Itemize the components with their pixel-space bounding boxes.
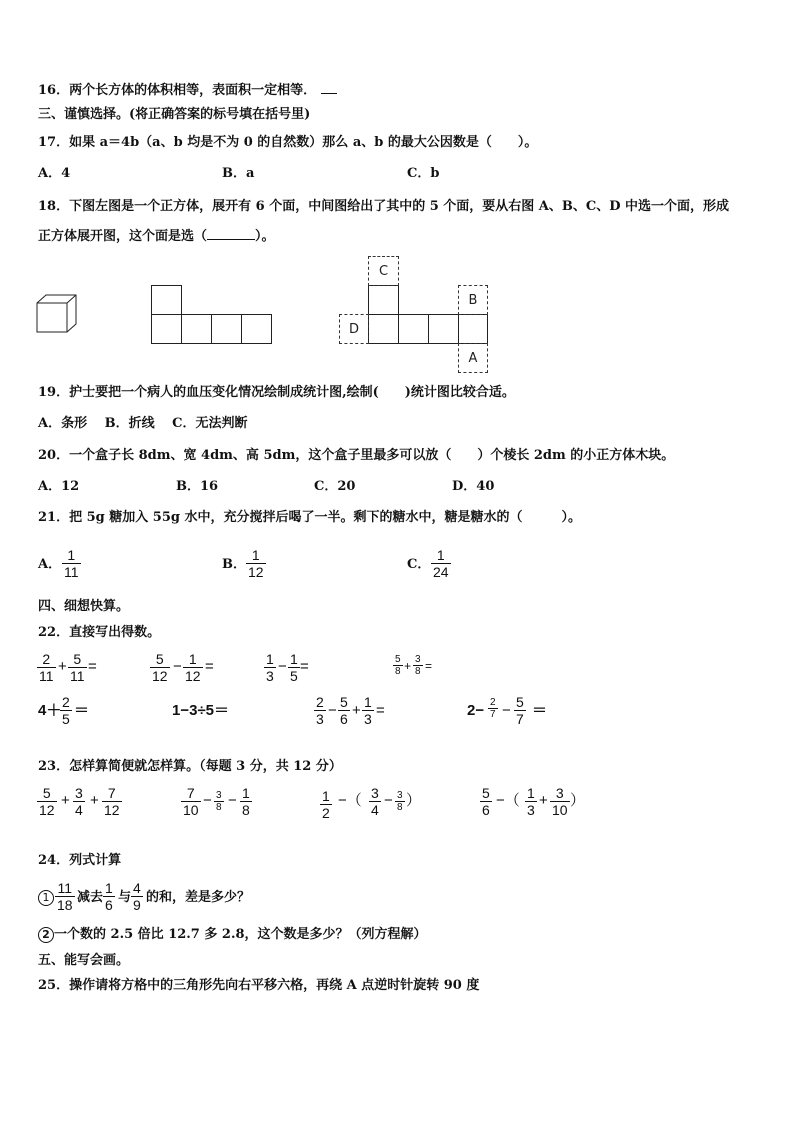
face-a: A — [458, 343, 488, 373]
q23-title: 23．怎样算简便就怎样算。（每题 3 分，共 12 分） — [38, 759, 342, 774]
q22-expr-6: 1−3÷5＝ — [172, 702, 230, 719]
q17-text: 17．如果 a＝4b（a、b 均是不为 0 的自然数）那么 a、b 的最大公因数是（ ）。 — [38, 135, 538, 150]
q22-title: 22．直接写出得数。 — [38, 625, 161, 640]
q20-text: 20．一个盒子长 8dm、宽 4dm、高 5dm，这个盒子里最多可以放（ ）个棱长 2dm 的小正方体木块。 — [38, 448, 675, 463]
q21-option-b-fraction: $\frac{1}{12}$ — [248, 547, 264, 580]
q20-option-a: A．12 — [38, 479, 80, 494]
q16-text: 16．两个长方体的体积相等，表面积一定相等． — [38, 82, 337, 100]
q21-text: 21．把 5g 糖加入 55g 水中，充分搅拌后喝了一半。剩下的糖水中，糖是糖水的（ ）。 — [38, 510, 582, 525]
q18-text-line2: 正方体展开图，这个面是选（ ）。 — [38, 229, 275, 244]
q21-option-c-fraction: $\frac{1}{24}$ — [433, 547, 449, 580]
q17-option-c: C．b — [407, 166, 440, 181]
circled-number-1: 1 — [38, 890, 54, 906]
section4-title: 四、细想快算。 — [38, 599, 130, 614]
q19-options: A．条形 B．折线 C．无法判断 — [38, 416, 248, 431]
q21-option-c-label: C． — [407, 557, 431, 572]
face-b: B — [458, 285, 488, 315]
q21-option-a-label: A． — [38, 557, 62, 572]
q19-text: 19．护士要把一个病人的血压变化情况绘制成统计图,绘制( )统计图比较合适。 — [38, 385, 515, 400]
section3-title: 三、谨慎选择。(将正确答案的标号填在括号里) — [38, 107, 311, 122]
q18-text-line1: 18．下图左图是一个正方体，展开有 6 个面，中间图给出了其中的 5 个面，要从右图 A、B、C、D 中选一个面，形成 — [38, 199, 730, 214]
q24-title: 24．列式计算 — [38, 853, 122, 868]
circled-number-2: 2 — [38, 927, 54, 943]
q17-option-b: B．a — [222, 166, 255, 181]
q24-part-2: 2 一个数的 2.5 倍比 12.7 多 2.8，这个数是多少？（列方程解） — [38, 926, 427, 944]
cube-figure — [36, 294, 78, 334]
q25-text: 25．操作请将方格中的三角形先向右平移六格，再绕 A 点逆时针旋转 90 度 — [38, 978, 480, 993]
q20-option-b: B．16 — [176, 479, 219, 494]
q21-option-b-label: B． — [222, 557, 246, 572]
face-c: C — [368, 256, 399, 286]
q20-option-d: D．40 — [452, 479, 495, 494]
face-d: D — [339, 314, 369, 344]
section5-title: 五、能写会画。 — [38, 953, 130, 968]
q17-option-a: A．4 — [38, 166, 71, 181]
q21-option-a-fraction: $\frac{1}{11}$ — [64, 547, 79, 580]
q20-option-c: C．20 — [314, 479, 356, 494]
